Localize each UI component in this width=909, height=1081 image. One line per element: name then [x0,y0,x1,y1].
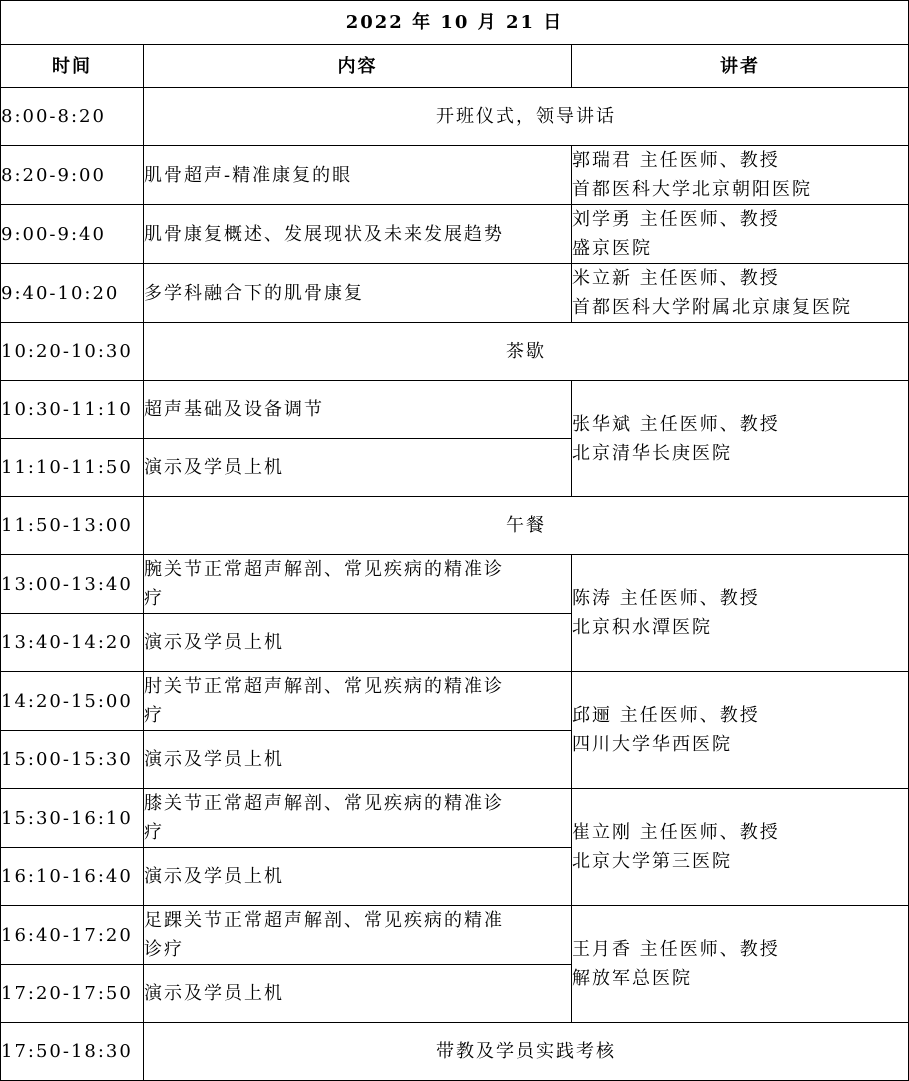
topic-line: 腕关节正常超声解剖、常见疾病的精准诊 [144,559,504,580]
topic-cell [144,789,572,848]
topic-cell: 演示及学员上机 [144,848,572,906]
schedule-date-title: 2022 年 10 月 21 日 [1,1,909,45]
topic-cell: 演示及学员上机 [144,614,572,672]
session-cell: 开班仪式，领导讲话 [144,88,909,146]
speaker-cell [572,381,909,497]
time-cell: 15:00-15:30 [1,731,144,789]
topic-line: 疗 [144,705,164,726]
table-row [1,1023,909,1081]
table-row [1,789,909,848]
topic-cell [144,555,572,614]
header-time: 时间 [1,45,144,88]
table-row [1,323,909,381]
time-cell: 10:30-11:10 [1,381,144,439]
topic-cell: 演示及学员上机 [144,731,572,789]
speaker-cell [572,146,909,205]
speaker-hospital: 盛京医院 [572,238,652,259]
speaker-cell [572,789,909,906]
time-cell: 11:50-13:00 [1,497,144,555]
speaker-cell [572,264,909,323]
time-cell: 14:20-15:00 [1,672,144,731]
table-row [1,205,909,264]
topic-cell: 演示及学员上机 [144,439,572,497]
speaker-name: 王月香 主任医师、教授 [572,939,780,960]
time-cell: 13:00-13:40 [1,555,144,614]
table-row [1,497,909,555]
topic-line: 膝关节正常超声解剖、常见疾病的精准诊 [144,793,504,814]
topic-cell [144,672,572,731]
header-speaker: 讲者 [572,45,909,88]
topic-line: 诊疗 [144,939,184,960]
speaker-name: 崔立刚 主任医师、教授 [572,822,780,843]
title-row [1,1,909,45]
time-cell: 16:40-17:20 [1,906,144,965]
speaker-name: 米立新 主任医师、教授 [572,268,780,289]
time-cell: 9:40-10:20 [1,264,144,323]
topic-line: 足踝关节正常超声解剖、常见疾病的精准 [144,910,504,931]
time-cell: 10:20-10:30 [1,323,144,381]
speaker-name: 邱逦 主任医师、教授 [572,705,760,726]
speaker-name: 刘学勇 主任医师、教授 [572,209,780,230]
topic-line: 疗 [144,588,164,609]
time-cell: 8:20-9:00 [1,146,144,205]
speaker-cell [572,672,909,789]
time-cell: 11:10-11:50 [1,439,144,497]
speaker-name: 陈涛 主任医师、教授 [572,588,760,609]
topic-cell: 多学科融合下的肌骨康复 [144,264,572,323]
session-cell: 午餐 [144,497,909,555]
session-cell: 带教及学员实践考核 [144,1023,909,1081]
speaker-hospital: 首都医科大学北京朝阳医院 [572,179,812,200]
time-cell: 17:50-18:30 [1,1023,144,1081]
table-row [1,381,909,439]
speaker-hospital: 北京大学第三医院 [572,851,732,872]
topic-line: 疗 [144,822,164,843]
speaker-hospital: 北京清华长庚医院 [572,442,732,464]
speaker-name: 郭瑞君 主任医师、教授 [572,150,780,171]
topic-cell: 演示及学员上机 [144,965,572,1023]
speaker-name: 张华斌 主任医师、教授 [572,413,780,435]
topic-cell: 肌骨超声-精准康复的眼 [144,146,572,205]
topic-cell [144,906,572,965]
speaker-hospital: 解放军总医院 [572,968,692,989]
table-row [1,146,909,205]
time-cell: 13:40-14:20 [1,614,144,672]
table-row [1,88,909,146]
table-row [1,672,909,731]
time-cell: 8:00-8:20 [1,88,144,146]
table-row [1,264,909,323]
session-cell: 茶歇 [144,323,909,381]
topic-line: 肘关节正常超声解剖、常见疾病的精准诊 [144,676,504,697]
table-row [1,906,909,965]
speaker-hospital: 北京积水潭医院 [572,617,712,638]
time-cell: 9:00-9:40 [1,205,144,264]
speaker-cell [572,205,909,264]
topic-cell: 超声基础及设备调节 [144,381,572,439]
speaker-cell [572,906,909,1023]
time-cell: 15:30-16:10 [1,789,144,848]
header-content: 内容 [144,45,572,88]
table-row [1,555,909,614]
time-cell: 17:20-17:50 [1,965,144,1023]
speaker-hospital: 四川大学华西医院 [572,734,732,755]
time-cell: 16:10-16:40 [1,848,144,906]
speaker-hospital: 首都医科大学附属北京康复医院 [572,297,852,318]
topic-cell: 肌骨康复概述、发展现状及未来发展趋势 [144,205,572,264]
header-row [1,45,909,88]
speaker-cell [572,555,909,672]
